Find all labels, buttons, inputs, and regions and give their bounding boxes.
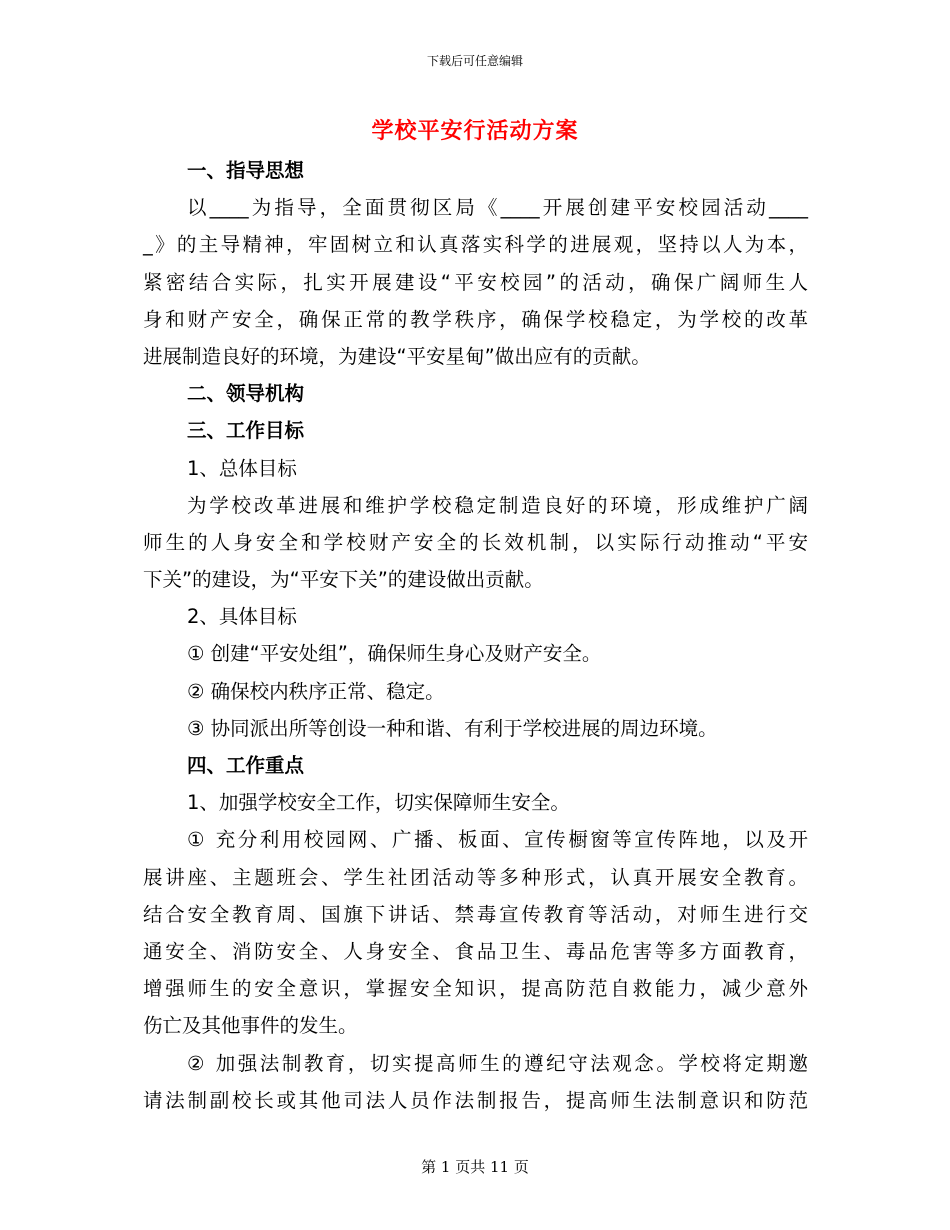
section-heading-work-goals: 三、工作目标 xyxy=(187,419,305,443)
paragraph-line: 身和财产安全，确保正常的教学秩序，确保学校稳定，为学校的改革 xyxy=(143,307,808,331)
paragraph-line: 以____为指导，全面贯彻区局《____开展创建平安校园活动____ xyxy=(187,196,808,220)
section-heading-guiding-ideology: 一、指导思想 xyxy=(187,159,305,182)
paragraph-line: 进展制造良好的环境，为建设“平安星甸”做出应有的贡献。 xyxy=(143,344,651,368)
list-item: ① 创建“平安处组”，确保师生身心及财产安全。 xyxy=(187,642,602,666)
paragraph-line: 通安全、消防安全、人身安全、食品卫生、毒品危害等多方面教育， xyxy=(143,939,808,963)
paragraph-line: 展讲座、主题班会、学生社团活动等多种形式，认真开展安全教育。 xyxy=(143,865,808,889)
subheading-safety-work: 1、加强学校安全工作，切实保障师生安全。 xyxy=(187,791,570,815)
paragraph-line: 为学校改革进展和维护学校稳定制造良好的环境，形成维护广阔 xyxy=(187,493,808,517)
paragraph-line: 紧密结合实际，扎实开展建设“平安校园”的活动，确保广阔师生人 xyxy=(143,270,808,294)
subheading-specific-goals: 2、具体目标 xyxy=(187,605,297,629)
page-number: 第 1 页共 11 页 xyxy=(421,1158,529,1176)
paragraph-line: 下关”的建设，为“平安下关”的建设做出贡献。 xyxy=(143,568,544,592)
section-heading-work-focus: 四、工作重点 xyxy=(187,754,305,777)
section-heading-leadership: 二、领导机构 xyxy=(187,382,305,406)
subheading-overall-goal: 1、总体目标 xyxy=(187,456,297,480)
document-title: 学校平安行活动方案 xyxy=(371,119,579,144)
list-item: ② 确保校内秩序正常、稳定。 xyxy=(187,679,445,703)
paragraph-line: ② 加强法制教育，切实提高师生的遵纪守法观念。学校将定期邀 xyxy=(187,1051,808,1075)
list-item: ③ 协同派出所等创设一种和谐、有利于学校进展的周边环境。 xyxy=(187,716,718,740)
paragraph-line: 请法制副校长或其他司法人员作法制报告，提高师生法制意识和防范 xyxy=(143,1088,808,1112)
paragraph-line: ① 充分利用校园网、广播、板面、宣传橱窗等宣传阵地，以及开 xyxy=(187,828,808,852)
document-body xyxy=(143,152,808,1119)
paragraph-line: 师生的人身安全和学校财产安全的长效机制，以实际行动推动“平安 xyxy=(143,530,808,554)
paragraph-line: 增强师生的安全意识，掌握安全知识，提高防范自救能力，减少意外 xyxy=(143,977,808,1001)
paragraph-line: 伤亡及其他事件的发生。 xyxy=(143,1014,358,1038)
paragraph-line: 结合安全教育周、国旗下讲话、禁毒宣传教育等活动，对师生进行交 xyxy=(143,902,808,926)
paragraph-line: _》的主导精神，牢固树立和认真落实科学的进展观，坚持以人为本， xyxy=(143,233,808,257)
header-note: 下载后可任意编辑 xyxy=(426,54,523,68)
